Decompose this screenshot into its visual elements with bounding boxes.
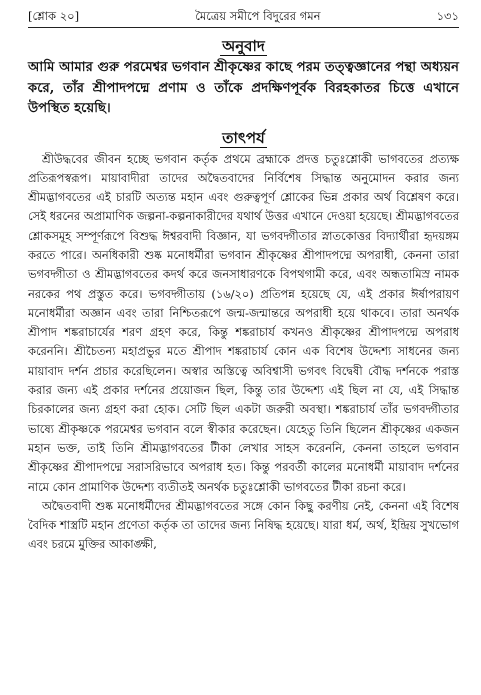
- translation-heading-text: অনুবাদ: [222, 37, 265, 55]
- verse-reference: [শ্লোক ২০]: [28, 9, 80, 23]
- purport-heading-text: তাৎপর্য: [222, 128, 265, 147]
- page-number: ১৩১: [436, 9, 459, 23]
- running-header: [28, 8, 459, 28]
- purport-paragraph: অদ্বৈতবাদী শুষ্ক মনোধর্মীদের শ্রীমদ্ভাগবতের সঙ্গে কোন কিছু করণীয় নেই, কেননা এই বিশেষ বৈদিক শাস্ত্রটি মহান প্রণেতা কর্তৃক তা তাদের জন্য নিষিদ্ধ হয়েছে। যারা ধর্ম, অর্থ, ইন্দ্রিয় সুখভোগ এবং চরমে মুক্তির আকাঙ্ক্ষী,: [28, 498, 459, 552]
- chapter-title: মৈত্রেয় সমীপে বিদুরের গমন: [195, 9, 321, 23]
- purport-paragraph: শ্রীউদ্ধবের জীবন হচ্ছে ভগবান কর্তৃক প্রথমে ব্রহ্মাকে প্রদত্ত চতুঃশ্লোকী ভাগবতের প্রত্যক্ষ প্রতিরূপস্বরূপ। মায়াবাদীরা তাদের অদ্বৈতবাদের নির্বিশেষ সিদ্ধান্ত অনুমোদন করার জন্য শ্রীমদ্ভাগবতের এই চারটি অত্যন্ত মহান এবং গুরুত্বপূর্ণ শ্লোকের ভিন্ন প্রকার অর্থ বিশ্লেষণ করে। সেই ধরনের অপ্রামাণিক জল্পনা-কল্পনাকারীদের যথার্থ উত্তর এখানে দেওয়া হয়েছে। শ্রীমদ্ভাগবতের শ্লোকসমূহ সম্পূর্ণরূপে বিশুদ্ধ ঈশ্বরবাদী বিজ্ঞান, যা ভগবদ্গীতার স্নাতকোত্তর বিদ্যার্থীরা হৃদয়ঙ্গম করতে পারে। অনধিকারী শুষ্ক মনোধর্মীরা ভগবান শ্রীকৃষ্ণের শ্রীপাদপদ্মে অপরাধী, কেননা তারা ভগবদ্গীতা ও শ্রীমদ্ভাগবতের কদর্থ করে জনসাধারণকে বিপথগামী করে, এবং অন্ধতামিস্র নামক নরকের পথ প্রস্তুত করে। ভগবদ্গীতায় (১৬/২০) প্রতিপন্ন হয়েছে যে, এই প্রকার ঈর্ষাপরায়ণ মনোধর্মীরা অজ্ঞান এবং তারা নিশ্চিতরূপে জন্ম-জন্মান্তরে অপরাধী হয়ে থাকবে। তারা অনর্থক শ্রীপাদ শঙ্করাচার্যের শরণ গ্রহণ করে, কিন্তু শঙ্করাচার্য কখনও শ্রীকৃষ্ণের শ্রীপাদপদ্মে অপরাধ করেননি। শ্রীচৈতন্য মহাপ্রভুর মতে শ্রীপাদ শঙ্করাচার্য কোন এক বিশেষ উদ্দেশ্য সাধনের জন্য মায়াবাদ দর্শন প্রচার করেছিলেন। অস্বার অস্তিত্বে অবিশ্বাসী ভগবৎ বিদ্বেষী বৌদ্ধ দর্শনকে পরাস্ত করার জন্য এই প্রকার দর্শনের প্রয়োজন ছিল, কিন্তু তার উদ্দেশ্য এই ছিল না যে, এই সিদ্ধান্ত চিরকালের জন্য গ্রহণ করা হোক। সেটি ছিল একটা জরুরী অবস্থা। শঙ্করাচার্য তাঁর ভগবদ্গীতার ভাষ্যে শ্রীকৃষ্ণকে পরমেশ্বর ভগবান বলে স্বীকার করেছেন। যেহেতু তিনি ছিলেন শ্রীকৃষ্ণের একজন মহান ভক্ত, তাই তিনি শ্রীমদ্ভাগবতের টীকা লেখার সাহস করেননি, কেননা তাহলে ভগবান শ্রীকৃষ্ণের শ্রীপাদপদ্মে সরাসরিভাবে অপরাধ হত। কিন্তু পরবর্তী কালের মনোধর্মী মায়াবাদ দর্শনের নামে কোন প্রামাণিক উদ্দেশ্য ব্যতীতই অনর্থক চতুঃশ্লোকী ভাগবতের টীকা রচনা করে।: [28, 151, 459, 494]
- translation-text: আমি আমার গুরু পরমেশ্বর ভগবান শ্রীকৃষ্ণের কাছে পরম তত্ত্বজ্ঞানের পন্থা অধ্যয়ন করে, তাঁর শ্রীপাদপদ্মে প্রণাম ও তাঁকে প্রদক্ষিণপূর্বক বিরহকাতর চিত্তে এখানে উপস্থিত হয়েছি।: [28, 60, 459, 116]
- purport-heading: [28, 128, 459, 148]
- translation-heading: [28, 36, 459, 56]
